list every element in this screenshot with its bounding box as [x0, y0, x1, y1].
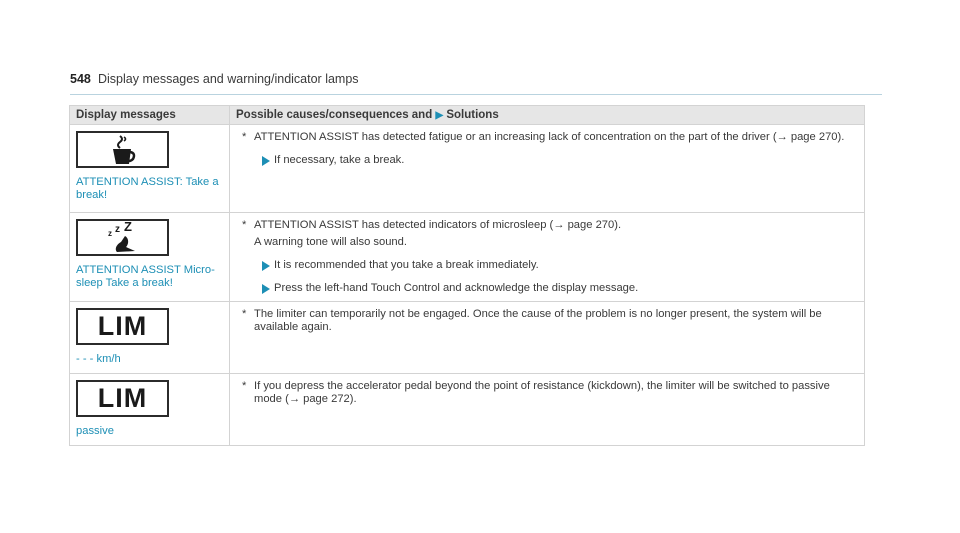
solution-arrow-icon [262, 284, 270, 294]
page-header [70, 72, 882, 95]
solution-text: Press the left-hand Touch Control and acknowledge the display message. [274, 282, 639, 294]
cause-text-item [242, 308, 854, 334]
table-header-row [70, 106, 865, 125]
coffee-cup-icon [76, 131, 169, 168]
solution-item [242, 259, 854, 272]
solution-text: It is recommended that you take a break immediately. [274, 259, 539, 271]
solution-arrow-icon [262, 261, 270, 271]
limiter-icon [76, 380, 169, 417]
limiter-icon-text: LIM [97, 383, 148, 413]
cause-cell [230, 125, 865, 213]
cause-cell [230, 302, 865, 374]
table-row [70, 125, 865, 213]
cause-text: ATTENTION ASSIST has detected fatigue or an increasing lack of concentration on the part of the driver (→ page 270). [254, 131, 845, 143]
message-label: passive [76, 425, 114, 437]
table-row [70, 374, 865, 446]
cause-text-item [242, 219, 854, 232]
bullet-star: * [242, 131, 247, 143]
svg-text:z: z [114, 223, 120, 235]
solution-text: If necessary, take a break. [274, 154, 405, 166]
limiter-icon-text: LIM [97, 311, 148, 341]
solution-arrow-icon: ▶ [435, 110, 444, 121]
svg-text:Z: Z [123, 221, 132, 234]
col-causes-label: Possible causes/consequences and [236, 109, 433, 121]
cause-cell [230, 374, 865, 446]
col-display-messages-header: Display messages [70, 106, 230, 125]
bullet-star: * [242, 380, 247, 392]
cause-text: ATTENTION ASSIST has detected indicators of microsleep (→ page 270). [254, 219, 622, 231]
message-cell [70, 213, 230, 302]
message-label: - - - km/h [76, 353, 121, 365]
col-solutions-label: Solutions [446, 109, 499, 121]
solution-arrow-icon [262, 156, 270, 166]
table-row [70, 213, 865, 302]
solution-item [242, 282, 854, 295]
message-cell [70, 302, 230, 374]
col-causes-header [230, 106, 865, 125]
extra-note: A warning tone will also sound. [254, 236, 407, 248]
table-row [70, 302, 865, 374]
display-messages-table [69, 105, 865, 446]
solution-item [242, 154, 854, 167]
cause-cell [230, 213, 865, 302]
limiter-icon [76, 308, 169, 345]
bullet-star: * [242, 308, 247, 320]
bullet-star: * [242, 219, 247, 231]
svg-text:z: z [107, 228, 112, 238]
cause-text-item [242, 131, 854, 144]
microsleep-icon [76, 219, 169, 256]
cause-text: The limiter can temporarily not be engaged. Once the cause of the problem is no longer present, the system will be available again. [254, 308, 822, 333]
message-cell [70, 374, 230, 446]
message-cell [70, 125, 230, 213]
page-number: 548 [70, 72, 91, 86]
cause-text: If you depress the accelerator pedal beyond the point of resistance (kickdown), the limiter will be switched to passive mode (→ page 272). [254, 380, 830, 405]
message-label: ATTENTION ASSIST Micro-sleep Take a break! [76, 264, 215, 289]
message-label: ATTENTION ASSIST: Take a break! [76, 176, 219, 201]
cause-text-item [242, 380, 854, 406]
chapter-title: Display messages and warning/indicator lamps [98, 72, 359, 86]
